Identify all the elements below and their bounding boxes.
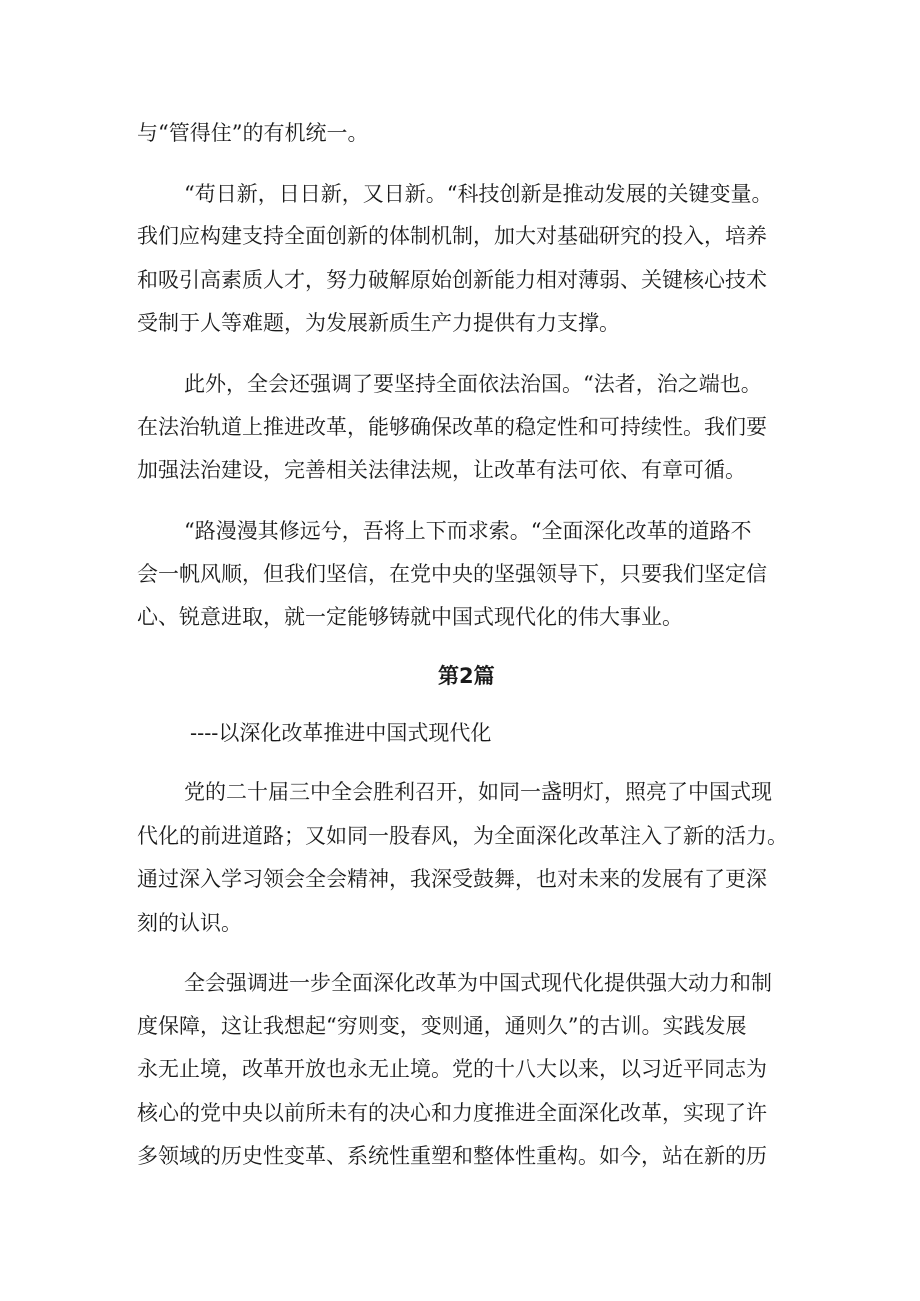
paragraph-line: 我们应构建支持全面创新的体制机制，加大对基础研究的投入，培养 xyxy=(137,224,767,248)
paragraph-line: 心、锐意进取，就一定能够铸就中国式现代化的伟大事业。 xyxy=(137,605,683,629)
paragraph-line: 通过深入学习领会全会精神，我深受鼓舞，也对未来的发展有了更深 xyxy=(137,867,767,891)
paragraph-line: “苟日新，日日新，又日新。“科技创新是推动发展的关键变量。 xyxy=(184,182,773,206)
paragraph-line: “路漫漫其修远兮，吾将上下而求索。“全面深化改革的道路不 xyxy=(184,519,752,543)
section-heading: 第2篇 xyxy=(438,664,495,688)
paragraph-line: 加强法治建设，完善相关法律法规，让改革有法可依、有章可循。 xyxy=(137,458,746,482)
paragraph-line: 永无止境，改革开放也永无止境。党的十八大以来，以习近平同志为 xyxy=(137,1057,767,1081)
paragraph-line: 和吸引高素质人才，努力破解原始创新能力相对薄弱、关键核心技术 xyxy=(137,268,767,292)
paragraph-line: 受制于人等难题，为发展新质生产力提供有力支撑。 xyxy=(137,311,620,335)
paragraph-line: 代化的前进道路；又如同一股春风，为全面深化改革注入了新的活力。 xyxy=(137,824,788,848)
paragraph-line: 度保障，这让我想起“穷则变，变则通，通则久”的古训。实践发展 xyxy=(137,1014,747,1038)
paragraph-line: 与“管得住”的有机统一。 xyxy=(137,121,369,145)
paragraph-line: 核心的党中央以前所未有的决心和力度推进全面深化改革，实现了许 xyxy=(137,1101,767,1125)
paragraph-line: 刻的认识。 xyxy=(137,911,242,935)
paragraph-line: 会一帆风顺，但我们坚信，在党中央的坚强领导下，只要我们坚定信 xyxy=(137,562,767,586)
section-subtitle: ----以深化改革推进中国式现代化 xyxy=(190,721,492,745)
paragraph-line: 多领域的历史性变革、系统性重塑和整体性重构。如今，站在新的历 xyxy=(137,1144,767,1168)
paragraph-line: 党的二十届三中全会胜利召开，如同一盏明灯，照亮了中国式现 xyxy=(184,780,772,804)
paragraph-line: 全会强调进一步全面深化改革为中国式现代化提供强大动力和制 xyxy=(184,971,772,995)
paragraph-line: 在法治轨道上推进改革，能够确保改革的稳定性和可持续性。我们要 xyxy=(137,415,767,439)
paragraph-line: 此外，全会还强调了要坚持全面依法治国。“法者，治之端也。 xyxy=(184,372,762,396)
